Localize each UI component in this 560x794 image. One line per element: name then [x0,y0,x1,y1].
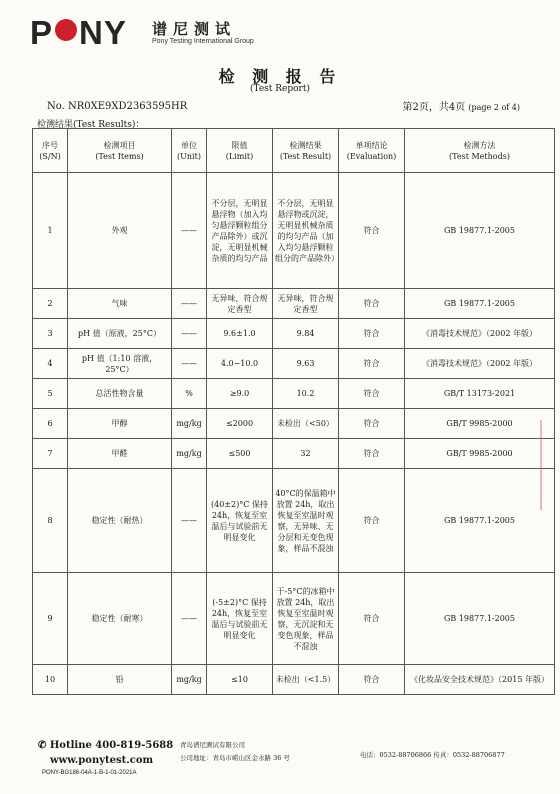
header-item: 检测项目 (Test Items) [68,129,172,173]
brand-en-name: Pony Testing International Group [152,38,254,45]
cell-result: 无异味，符合规定香型 [273,289,339,319]
header-method: 检测方法 (Test Methods) [405,129,555,173]
cell-evaluation: 符合 [339,379,405,409]
cell-sn: 5 [33,379,68,409]
cell-item: 甲醇 [68,409,172,439]
cell-sn: 7 [33,439,68,469]
cell-result: 10.2 [273,379,339,409]
header-result: 检测结果 (Test Result) [273,129,339,173]
footer-hotline: ✆ Hotline 400-819-5688 [38,740,174,751]
footer-doc-code: PONY-BG186-04A-1-B-1-01-2021A [42,770,137,776]
cell-sn: 1 [33,173,68,289]
cell-sn: 2 [33,289,68,319]
cell-limit: 4.0~10.0 [207,349,273,379]
cell-evaluation: 符合 [339,665,405,695]
cell-evaluation: 符合 [339,289,405,319]
brand-cn-name: 谱尼测试 [152,20,237,38]
table-row [33,379,555,409]
cell-limit: ≥9.0 [207,379,273,409]
header-limit: 限值 (Limit) [207,129,273,173]
cell-result: 未检出（<50） [273,409,339,439]
cell-evaluation: 符合 [339,573,405,665]
cell-limit: ≤10 [207,665,273,695]
cell-method: GB 19877.1-2005 [405,289,555,319]
cell-limit: 9.6±1.0 [207,319,273,349]
logo-circle-icon [55,19,77,41]
table-row [33,319,555,349]
logo-text-right: NY [79,14,127,51]
cell-method: GB/T 9985-2000 [405,439,555,469]
cell-sn: 10 [33,665,68,695]
header-unit: 单位 (Unit) [172,129,207,173]
cell-result: 不分层，无明显悬浮物或沉淀，无明显机械杂质的均匀产品（加入均匀悬浮颗粒组分的产品除外） [273,173,339,289]
cell-unit: —— [172,319,207,349]
cell-method: GB/T 9985-2000 [405,409,555,439]
cell-evaluation: 符合 [339,173,405,289]
logo-text-left: P [30,14,54,51]
table-row [33,289,555,319]
cell-unit: mg/kg [172,409,207,439]
cell-item: 铅 [68,665,172,695]
cell-limit: (40±2)°C 保持 24h，恢复至室温后与试验前无明显变化 [207,469,273,573]
footer-phone: 电话：0532-88706866 传真：0532-88706877 [360,751,505,759]
cell-evaluation: 符合 [339,409,405,439]
footer-address: 公司地址：青岛市崂山区金水路 36 号 [180,754,290,762]
cell-unit: —— [172,573,207,665]
table-row [33,573,555,665]
cell-unit: —— [172,469,207,573]
cell-result: 于-5°C的冰箱中放置 24h，取出恢复至室温时观察，无沉淀和无变色现象，样品不混浊 [273,573,339,665]
table-row [33,439,555,469]
cell-result: 9.84 [273,319,339,349]
cell-unit: —— [172,349,207,379]
cell-unit: —— [172,173,207,289]
report-title: 检 测 报 告 [218,67,342,86]
cell-evaluation: 符合 [339,349,405,379]
header-evaluation: 单项结论 (Evaluation) [339,129,405,173]
table-header-row [33,129,555,173]
cell-item: 气味 [68,289,172,319]
cell-method: GB/T 13173-2021 [405,379,555,409]
cell-evaluation: 符合 [339,319,405,349]
cell-limit: ≤500 [207,439,273,469]
page-indicator [403,98,521,113]
cell-result: 32 [273,439,339,469]
report-number: No. NR0XE9XD2363595HR [47,101,188,112]
cell-sn: 4 [33,349,68,379]
pony-logo [30,14,127,51]
cell-method: GB 19877.1-2005 [405,173,555,289]
cell-limit: 不分层，无明显悬浮物（加入均匀悬浮颗粒组分产品除外）或沉淀，无明显机械杂质的均匀产品 [207,173,273,289]
table-row [33,173,555,289]
cell-method: 《消毒技术规范》（2002 年版） [405,349,555,379]
cell-sn: 9 [33,573,68,665]
cell-result: 未检出（<1.5） [273,665,339,695]
cell-item: 稳定性（耐寒） [68,573,172,665]
cell-method: GB 19877.1-2005 [405,469,555,573]
footer-website[interactable]: www.ponytest.com [50,755,154,766]
results-table [32,128,555,695]
cell-limit: ≤2000 [207,409,273,439]
cell-unit: —— [172,289,207,319]
cell-item: pH 值（1:10 溶液，25°C） [68,349,172,379]
table-row [33,469,555,573]
cell-evaluation: 符合 [339,439,405,469]
cell-limit: 无异味，符合规定香型 [207,289,273,319]
header-sn: 序号 (S/N) [33,129,68,173]
footer-company: 青岛谱尼测试有限公司 [180,741,245,749]
cell-result: 9.63 [273,349,339,379]
cell-unit: mg/kg [172,439,207,469]
page-en: (page 2 of 4) [468,103,520,112]
cell-result: 40°C的保温箱中放置 24h，取出恢复至室温时观察，无异味、无分层和无变色现象，样品不混浊 [273,469,339,573]
table-row [33,409,555,439]
cell-unit: mg/kg [172,665,207,695]
cell-sn: 3 [33,319,68,349]
results-label: 检测结果(Test Results)： [37,120,145,130]
cell-limit: (-5±2)°C 保持 24h，恢复至室温后与试验前无明显变化 [207,573,273,665]
cell-item: 稳定性（耐热） [68,469,172,573]
cell-method: 《化妆品安全技术规范》（2015 年版） [405,665,555,695]
cell-item: 外观 [68,173,172,289]
cell-item: 总活性物含量 [68,379,172,409]
cell-sn: 6 [33,409,68,439]
page-cn: 第2页，共4页 [402,102,466,113]
cell-item: 甲醛 [68,439,172,469]
seal-stamp-mark [540,420,554,510]
cell-item: pH 值（原液，25°C） [68,319,172,349]
cell-unit: % [172,379,207,409]
cell-evaluation: 符合 [339,469,405,573]
table-row [33,349,555,379]
table-row [33,665,555,695]
report-subtitle: (Test Report) [250,84,310,94]
cell-method: GB 19877.1-2005 [405,573,555,665]
cell-sn: 8 [33,469,68,573]
cell-method: 《消毒技术规范》（2002 年版） [405,319,555,349]
